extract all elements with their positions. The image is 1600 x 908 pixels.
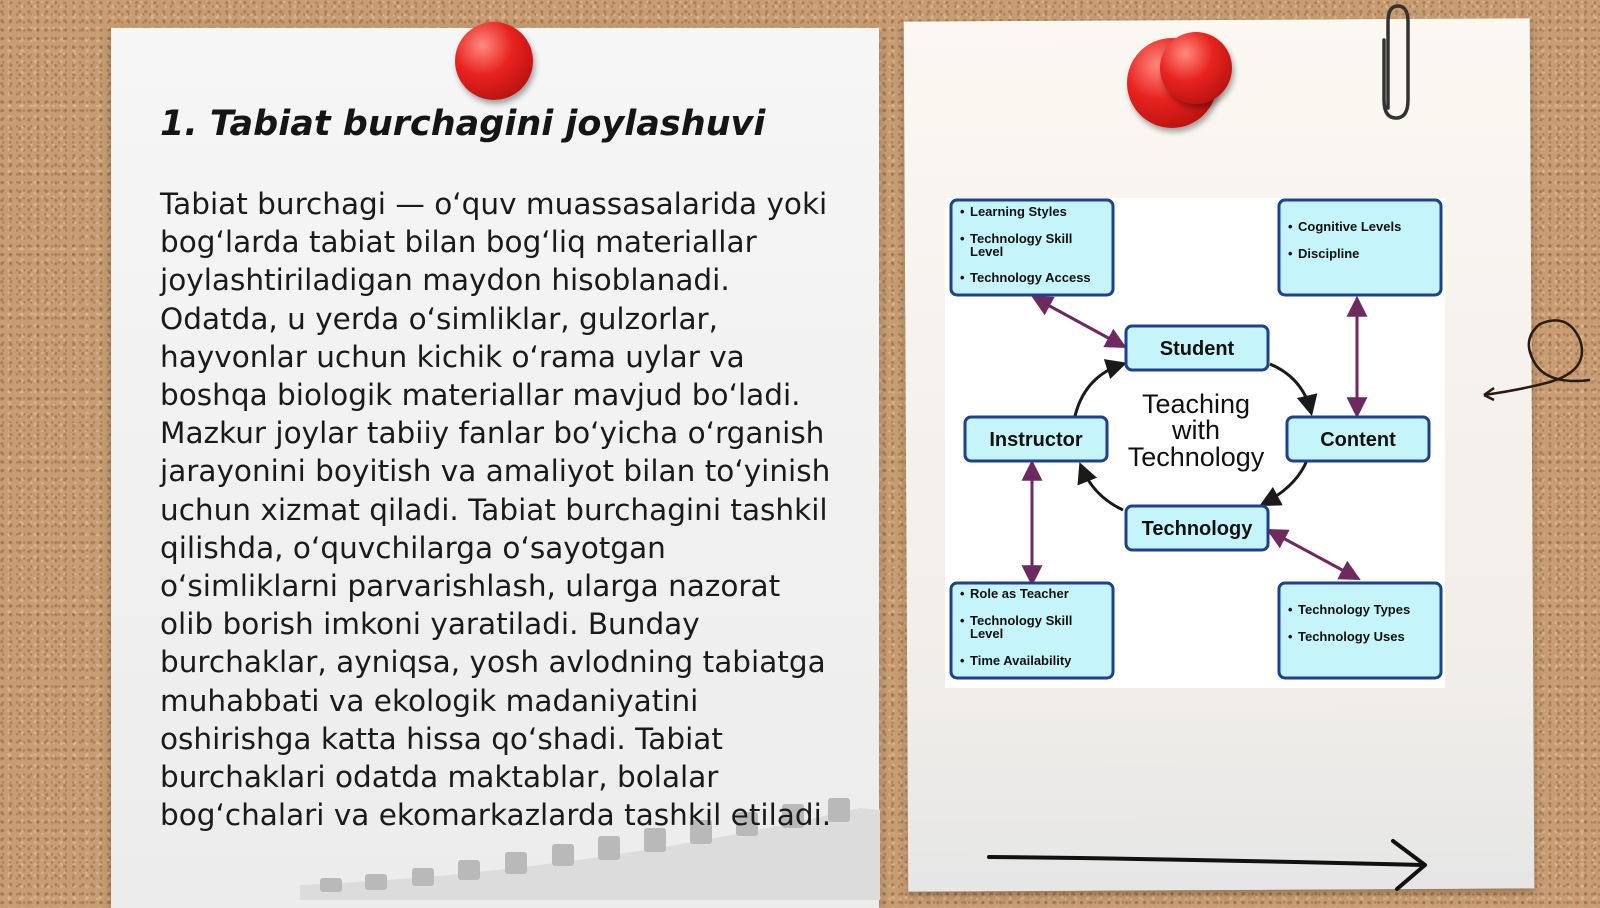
body-line: Mazkur joylar tabiiy fanlar bo‘yicha o‘rganish (160, 416, 825, 451)
box-bottom-right (1279, 583, 1441, 678)
box-item: Level (970, 626, 1004, 641)
node-student-label: Student (1159, 338, 1235, 360)
body-line: muhabbati va ekologik madaniyatini (160, 683, 699, 718)
node-technology (1126, 506, 1268, 550)
push-pin-icon (455, 22, 533, 100)
box-item: Role as Teacher (970, 586, 1069, 601)
bullet: • (960, 613, 965, 628)
bullet: • (960, 204, 965, 219)
node-instructor-label: Instructor (989, 429, 1083, 451)
body-line: qilishda, o‘quvchilarga o‘sayotgan (160, 530, 666, 565)
box-item: Learning Styles (970, 204, 1067, 219)
bullet: • (960, 653, 965, 668)
center-label-line3: Technology (1127, 442, 1265, 472)
body-line: hayvonlar uchun kichik o‘rama uylar va (160, 339, 745, 374)
bullet: • (1288, 602, 1293, 617)
arrow-right-icon (985, 835, 1445, 895)
body-line: bog‘chalari va ekomarkazlarda tashkil etiladi. (160, 798, 832, 833)
center-label-line2: with (1171, 415, 1221, 445)
box-item: Technology Access (970, 270, 1091, 285)
box-item: Cognitive Levels (1298, 219, 1402, 234)
box-top-right (1279, 200, 1441, 295)
bullet: • (1288, 246, 1293, 261)
body-line: o‘simliklarni parvarishlash, ularga nazorat (160, 569, 781, 604)
paper-clip-icon (1376, 0, 1416, 125)
body-line: burchaklar, ayniqsa, yosh avlodning tabiatga (160, 645, 826, 680)
node-content (1287, 417, 1429, 461)
box-item: Level (970, 244, 1004, 259)
box-item: Technology Skill (970, 231, 1073, 246)
body-line: boshqa biologik materiallar mavjud bo‘ladi. (160, 378, 801, 413)
page-title: 1. Tabiat burchagini joylashuvi (160, 104, 766, 144)
body-line: uchun xizmat qiladi. Tabiat burchagini tashkil (160, 492, 828, 527)
push-pin-icon (1160, 32, 1232, 104)
bullet: • (1288, 629, 1293, 644)
box-item: Technology Uses (1298, 629, 1405, 644)
body-line: Tabiat burchagi — o‘quv muassasalarida yoki (160, 187, 828, 221)
body-line: Odatda, u yerda o‘simliklar, gulzorlar, (160, 301, 719, 336)
node-instructor (965, 417, 1107, 461)
body-line: bog‘larda tabiat bilan bog‘liq materiallar (160, 225, 757, 260)
bullet: • (1288, 219, 1293, 234)
body-line: oshirishga katta hissa qo‘shadi. Tabiat (160, 721, 723, 756)
teaching-with-technology-diagram (945, 198, 1445, 688)
box-item: Time Availability (970, 653, 1072, 668)
bullet: • (960, 270, 965, 285)
box-item: Technology Types (1298, 602, 1411, 617)
body-paragraph (160, 185, 850, 834)
bullet: • (960, 231, 965, 246)
box-bottom-left (951, 583, 1113, 678)
body-line: burchaklari odatda maktablar, bolalar (160, 760, 719, 795)
node-content-label: Content (1320, 429, 1396, 451)
string-doodle (1480, 310, 1600, 410)
body-line: jarayonini boyitish va amaliyot bilan to‘yinish (160, 454, 831, 489)
box-item: Technology Skill (970, 613, 1073, 628)
box-item: Discipline (1298, 246, 1360, 261)
center-label-line1: Teaching (1141, 389, 1251, 419)
node-student (1126, 326, 1268, 370)
body-line: olib borish imkoni yaratiladi. Bunday (160, 607, 700, 642)
bullet: • (960, 586, 965, 601)
node-technology-label: Technology (1141, 518, 1253, 540)
box-top-left (951, 200, 1113, 295)
body-line: joylashtiriladigan maydon hisoblanadi. (160, 263, 730, 298)
